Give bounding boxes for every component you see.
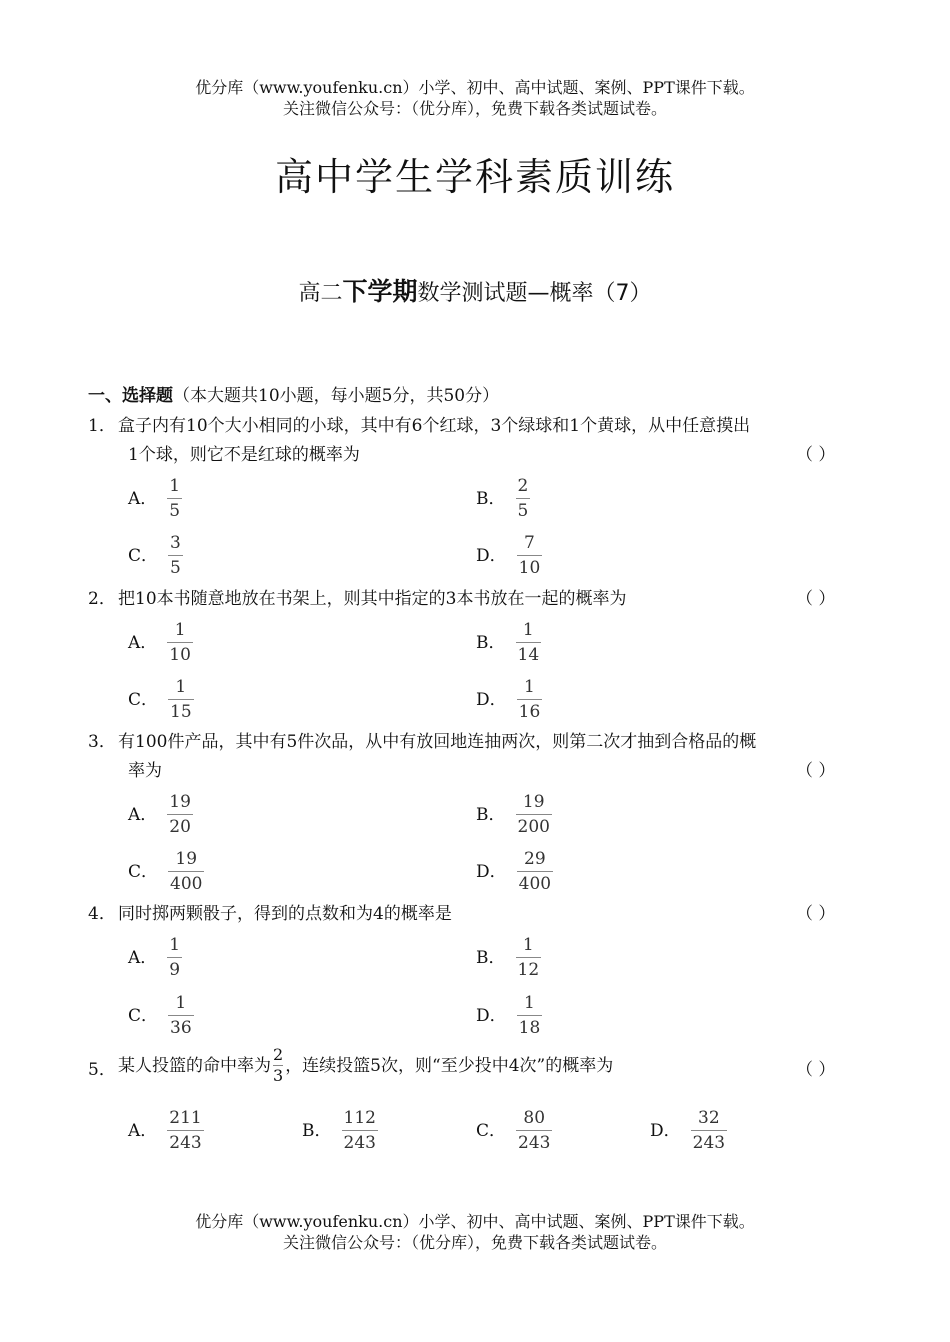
option-c xyxy=(128,991,194,1040)
fraction xyxy=(516,933,542,982)
answer-paren: （ ） xyxy=(796,589,836,609)
fraction xyxy=(167,790,193,839)
numerator: 1 xyxy=(524,677,535,697)
fraction xyxy=(517,991,543,1040)
question-text-part-2: ，连续投篮5次，则“至少投中4次”的概率为 xyxy=(285,1055,614,1076)
question-text-continued: 1个球，则它不是红球的概率为 xyxy=(128,445,360,465)
fraction xyxy=(516,790,552,839)
numerator: 1 xyxy=(169,935,181,955)
denominator: 5 xyxy=(169,501,181,521)
numerator: 32 xyxy=(698,1108,720,1128)
sub-title-part-3: 数学测试题—概率（7） xyxy=(417,281,652,306)
question-text: 有100件产品，其中有5件次品，从中有放回地连抽两次，则第二次才抽到合格品的概 xyxy=(118,732,757,752)
answer-paren: （ ） xyxy=(796,761,836,781)
question-text: 盒子内有10个大小相同的小球，其中有6个红球，3个绿球和1个黄球，从中任意摸出 xyxy=(118,416,751,436)
option-d xyxy=(476,675,542,724)
numerator: 19 xyxy=(169,792,191,812)
fraction xyxy=(167,474,182,523)
fraction xyxy=(517,531,543,580)
option-c xyxy=(128,531,183,580)
fraction xyxy=(168,991,194,1040)
option-b xyxy=(302,1106,378,1155)
numerator: 1 xyxy=(522,620,534,640)
sub-title-part-1: 高二 xyxy=(298,281,343,306)
option-b xyxy=(476,474,530,523)
question-number: 5． xyxy=(88,1060,116,1080)
numerator: 29 xyxy=(524,849,546,869)
denominator: 400 xyxy=(518,874,552,894)
footer-line-2: 关注微信公众号：（优分库），免费下载各类试题试卷。 xyxy=(282,1233,667,1252)
option-label: C． xyxy=(128,861,159,882)
option-b xyxy=(476,933,541,982)
fraction xyxy=(168,675,194,724)
numerator: 1 xyxy=(169,476,181,496)
question-text-continued: 率为 xyxy=(128,761,162,781)
question-text xyxy=(118,1045,863,1086)
numerator: 1 xyxy=(522,935,534,955)
numerator: 1 xyxy=(174,620,186,640)
numerator: 19 xyxy=(522,792,545,812)
answer-paren: （ ） xyxy=(796,445,836,465)
fraction xyxy=(167,618,193,667)
denominator: 36 xyxy=(170,1018,192,1038)
numerator: 7 xyxy=(524,533,535,553)
fraction xyxy=(167,1106,203,1155)
option-label: B． xyxy=(302,1120,332,1141)
denominator: 400 xyxy=(170,874,203,894)
option-label: C． xyxy=(128,545,159,566)
option-d xyxy=(476,847,553,896)
numerator: 2 xyxy=(517,476,529,496)
question-number: 3． xyxy=(88,732,116,752)
question-text: 把10本书随意地放在书架上，则其中指定的3本书放在一起的概率为 xyxy=(118,589,627,609)
denominator: 15 xyxy=(170,702,192,722)
option-a xyxy=(128,1106,204,1155)
option-label: B． xyxy=(476,804,506,825)
question-number: 4． xyxy=(88,904,116,924)
option-a xyxy=(128,790,193,839)
fraction xyxy=(168,847,204,896)
denominator: 20 xyxy=(169,817,191,837)
option-b xyxy=(476,790,552,839)
option-a xyxy=(128,474,182,523)
denominator: 9 xyxy=(169,960,181,980)
option-a xyxy=(128,933,182,982)
question-text-part-1: 某人投篮的命中率为 xyxy=(118,1055,271,1076)
question-number: 2． xyxy=(88,589,116,609)
option-label: A． xyxy=(128,488,158,509)
sub-title xyxy=(0,276,950,310)
option-a xyxy=(128,618,193,667)
option-label: A． xyxy=(128,947,158,968)
option-label: D． xyxy=(650,1120,681,1141)
denominator: 16 xyxy=(518,702,541,722)
option-label: D． xyxy=(476,1005,507,1026)
numerator: 1 xyxy=(175,677,187,697)
fraction xyxy=(517,675,543,724)
option-label: B． xyxy=(476,488,506,509)
denominator: 243 xyxy=(169,1133,202,1153)
numerator: 2 xyxy=(273,1045,284,1064)
option-label: A． xyxy=(128,1120,158,1141)
numerator: 1 xyxy=(175,993,187,1013)
numerator: 3 xyxy=(170,533,181,553)
section-note: （本大题共10小题，每小题5分，共50分） xyxy=(173,386,500,406)
fraction xyxy=(167,933,182,982)
option-label: A． xyxy=(128,804,158,825)
fraction xyxy=(516,474,531,523)
denominator: 5 xyxy=(170,558,181,578)
denominator: 18 xyxy=(518,1018,541,1038)
fraction xyxy=(516,618,542,667)
option-d xyxy=(476,991,542,1040)
header-line-2: 关注微信公众号：（优分库），免费下载各类试题试卷。 xyxy=(282,99,667,118)
option-label: D． xyxy=(476,689,507,710)
fraction xyxy=(342,1106,378,1155)
denominator: 200 xyxy=(517,817,550,837)
option-c xyxy=(128,847,204,896)
option-d xyxy=(476,531,542,580)
option-label: C． xyxy=(476,1120,507,1141)
option-b xyxy=(476,618,541,667)
sub-title-part-2: 下学期 xyxy=(342,277,418,306)
section-label: 一、选择题 xyxy=(88,386,173,406)
option-label: B． xyxy=(476,632,506,653)
denominator: 243 xyxy=(343,1133,376,1153)
denominator: 10 xyxy=(169,645,191,665)
answer-paren: （ ） xyxy=(796,1060,836,1080)
denominator: 243 xyxy=(518,1133,551,1153)
denominator: 5 xyxy=(517,501,529,521)
option-label: B． xyxy=(476,947,506,968)
main-title: 高中学生学科素质训练 xyxy=(274,155,675,199)
numerator: 211 xyxy=(169,1108,202,1128)
option-label: D． xyxy=(476,861,507,882)
option-c xyxy=(128,675,194,724)
question-number: 1． xyxy=(88,416,116,436)
header-line-1: 优分库（www.youfenku.cn）小学、初中、高中试题、案例、PPT课件下载。 xyxy=(195,78,755,97)
denominator: 14 xyxy=(517,645,540,665)
question-text: 同时掷两颗骰子，得到的点数和为4的概率是 xyxy=(118,904,452,924)
numerator: 1 xyxy=(524,993,535,1013)
option-label: C． xyxy=(128,689,159,710)
numerator: 80 xyxy=(523,1108,546,1128)
option-label: C． xyxy=(128,1005,159,1026)
option-label: D． xyxy=(476,545,507,566)
answer-paren: （ ） xyxy=(796,904,836,924)
fraction xyxy=(168,531,183,580)
option-label: A． xyxy=(128,632,158,653)
fraction xyxy=(691,1106,727,1155)
denominator: 243 xyxy=(692,1133,726,1153)
numerator: 19 xyxy=(175,849,198,869)
fraction xyxy=(517,847,553,896)
numerator: 112 xyxy=(343,1108,376,1128)
option-d xyxy=(650,1106,727,1155)
inline-fraction xyxy=(273,1045,283,1086)
denominator: 3 xyxy=(273,1066,284,1085)
denominator: 10 xyxy=(518,558,541,578)
fraction xyxy=(516,1106,552,1155)
option-c xyxy=(476,1106,552,1155)
footer-line-1: 优分库（www.youfenku.cn）小学、初中、高中试题、案例、PPT课件下载。 xyxy=(195,1212,755,1231)
denominator: 12 xyxy=(517,960,540,980)
section-heading xyxy=(88,384,499,408)
